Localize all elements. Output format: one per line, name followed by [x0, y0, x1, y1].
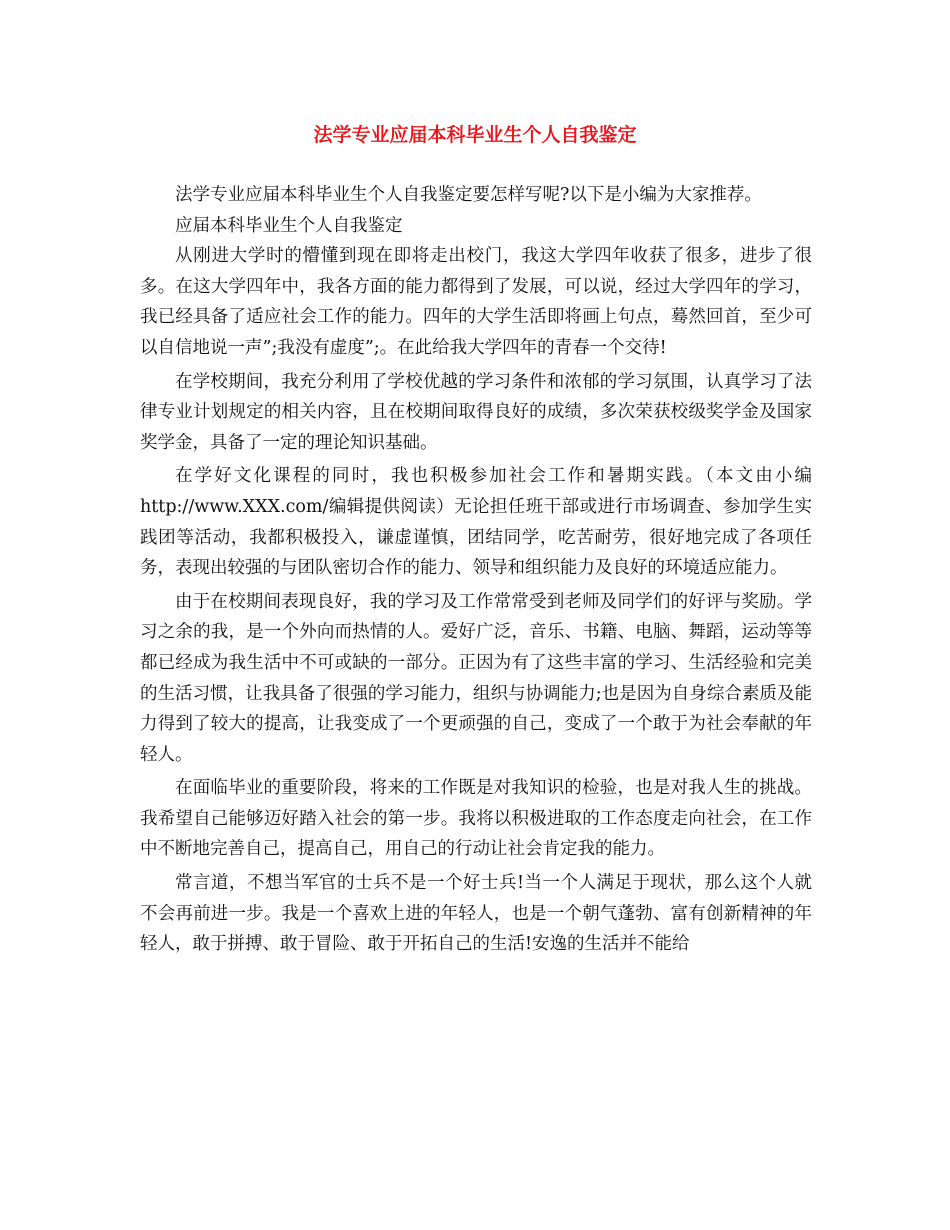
paragraph-hobbies: 由于在校期间表现良好，我的学习及工作常常受到老师及同学们的好评与奖励。学习之余的我，是一个外向而热情的人。爱好广泛，音乐、书籍、电脑、舞蹈，运动等等都已经成为我生活中不可或缺的一部分。正因为有了这些丰富的学习、生活经验和完美的生活习惯，让我具备了很强的学习能力，组织与协调能力;也是因为自身综合素质及能力得到了较大的提高，让我变成了一个更顽强的自己，变成了一个敢于为社会奉献的年轻人。: [140, 591, 812, 765]
paragraph-subheading: 应届本科毕业生个人自我鉴定: [175, 215, 403, 236]
document-body: [140, 180, 812, 960]
paragraph-graduation: 在面临毕业的重要阶段，将来的工作既是对我知识的检验，也是对我人生的挑战。我希望自己能够迈好踏入社会的第一步。我将以积极进取的工作态度走向社会，在工作中不断地完善自己，提高自己，用自己的行动让社会肯定我的能力。: [140, 778, 812, 860]
paragraph-university-years: 从刚进大学时的懵懂到现在即将走出校门，我这大学四年收获了很多，进步了很多。在这大学四年中，我各方面的能力都得到了发展，可以说，经过大学四年的学习，我已经具备了适应社会工作的能力。四年的大学生活即将画上句点，蓦然回首，至少可以自信地说一声”;我没有虚度”;。在此给我大学四年的青春一个交待!: [140, 246, 812, 358]
paragraph-intro: 法学专业应届本科毕业生个人自我鉴定要怎样写呢?以下是小编为大家推荐。: [175, 185, 762, 205]
paragraph-ambition: 常言道，不想当军官的士兵不是一个好士兵!当一个人满足于现状，那么这个人就不会再前进一步。我是一个喜欢上进的年轻人，也是一个朝气蓬勃、富有创新精神的年轻人，敢于拼搏、敢于冒险、敢于开拓自己的生活!安逸的生活并不能给: [140, 873, 812, 955]
paragraph-school-study: 在学校期间，我充分利用了学校优越的学习条件和浓郁的学习氛围，认真学习了法律专业计划规定的相关内容，且在校期间取得良好的成绩，多次荣获校级奖学金及国家奖学金，具备了一定的理论知识基础。: [140, 371, 812, 453]
document-title: 法学专业应届本科毕业生个人自我鉴定: [313, 124, 637, 146]
paragraph-social-practice: 在学好文化课程的同时，我也积极参加社会工作和暑期实践。（本文由小编http://www.XXX.com/编辑提供阅读）无论担任班干部或进行市场调查、参加学生实践团等活动，我都积极投入，谦虚谨慎，团结同学，吃苦耐劳，很好地完成了各项任务，表现出较强的与团队密切合作的能力、领导和组织能力及良好的环境适应能力。: [140, 466, 812, 579]
